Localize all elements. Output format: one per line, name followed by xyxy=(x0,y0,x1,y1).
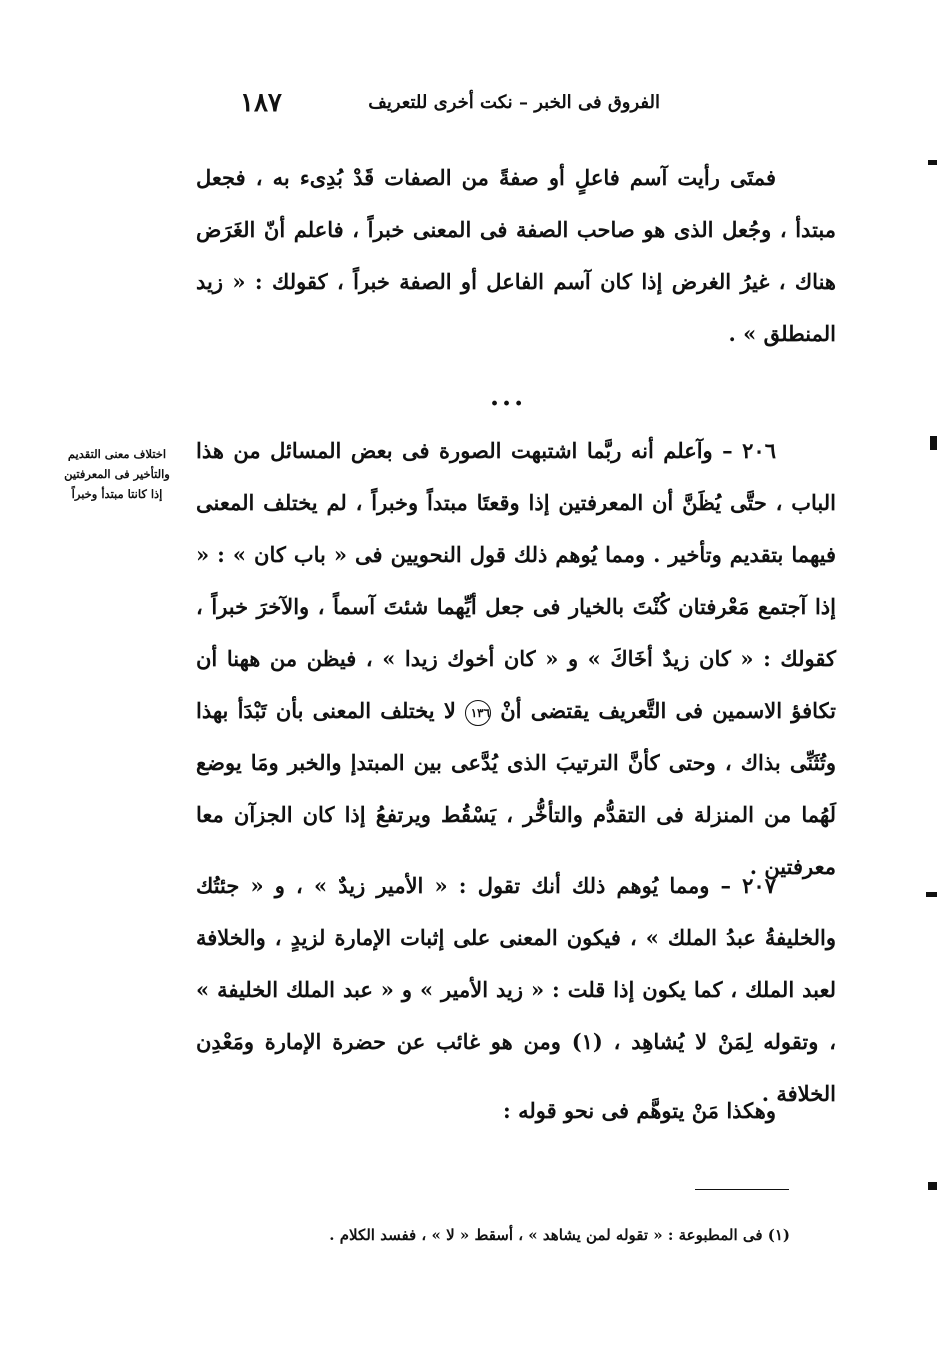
paragraph-206-text xyxy=(196,425,836,893)
paragraph-207-text: ٢٠٧ – ومما يُوهم ذلك أنك تقول : « الأمير زيدٌ » ، و « جئتُك والخليفةُ عبدُ الملك » ، فيكون المعنى على إثبات الإمارة لزيدٍ ، والخلافة لعبد الملك ، كما يكون إذا قلت : « زيد الأمير » و « عبد الملك الخليفة » ، وتقوله لِمَنْ لا يُشاهِد ، (١) ومن هو غائب عن حضرة الإمارة ومَعْدِن الخلافة . xyxy=(196,873,836,1106)
paragraph-206-part-2: لا يختلف المعنى بأن تَبْدَأ بهذا وتُثَنِّى بذاك ، وحتى كأنَّ الترتيبَ الذى يُدَّعى بين المبتدإ والخبر ومَا يوضع لَهُما من المنزلة فى التقدُّم والتأخُّر ، يَسْقُط ويرتفعُ إذا كان الجزآن معا معرفتين . xyxy=(196,698,836,879)
running-header xyxy=(180,88,660,124)
section-separator: ... xyxy=(490,382,527,412)
footnote-divider xyxy=(695,1189,789,1190)
paragraph-1 xyxy=(196,152,836,360)
paragraph-verse-intro xyxy=(196,1085,836,1137)
paragraph-207 xyxy=(196,860,836,1120)
scan-edge-mark xyxy=(928,1182,937,1190)
margin-note-line-1: اختلاف معنى التقديم xyxy=(67,447,167,461)
header-title: الفروق فى الخبر – نكت أخرى للتعريف xyxy=(368,92,660,113)
paragraph-1-text: فمتَى رأيت آسم فاعلٍ أو صفةً من الصفات قَدْ بُدِىء به ، فجعل مبتدأ ، وجُعل الذى هو صاحب الصفة فى المعنى خبراً ، فاعلم أنّ الغَرَض هناك ، غيرُ الغرض إذا كان آسم الفاعل أو الصفة خبراً ، كقولك : « زيد المنطلق » . xyxy=(196,165,836,346)
original-page-marker: ١٣٦ xyxy=(465,700,491,726)
scan-edge-mark xyxy=(930,436,937,450)
margin-note xyxy=(52,444,182,504)
margin-note-line-3: إذا كانتا مبتدأ وخبراً xyxy=(71,487,163,501)
footnote: (١) فى المطبوعة : « تقوله لمن يشاهد » ، أسقط « لا » ، ففسد الكلام . xyxy=(329,1226,790,1244)
margin-note-line-2: والتأخير فى المعرفتين xyxy=(64,467,170,481)
paragraph-206-part-1: ٢٠٦ – وآعلم أنه ربَّما اشتبهت الصورة فى بعض المسائل من هذا الباب ، حتَّى يُظَنَّ أن المعرفتين إذا وقعتَا مبتداً وخبراً ، لم يختلف المعنى فيهما بتقديم وتأخير . ومما يُوهم ذلك قول النحويين فى « باب كان » : « إذا آجتمع مَعْرفتان كُنْتَ بالخيار فى جعل أيِّهما شئتَ آسماً ، والآخرَ خبراً ، كقولك : « كان زيدٌ أخَاكَ » و « كان أخوك زيدا » ، فيظن من ههنا أن تكافؤ الاسمين فى التَّعريف يقتضى أنْ xyxy=(196,438,837,723)
page-number: ١٨٧ xyxy=(240,88,282,118)
paragraph-206 xyxy=(196,425,836,893)
scan-edge-mark xyxy=(928,160,937,165)
scan-edge-mark xyxy=(926,892,937,897)
paragraph-verse-intro-text: وهكذا مَنْ يتوهَّم فى نحو قوله : xyxy=(503,1098,776,1123)
